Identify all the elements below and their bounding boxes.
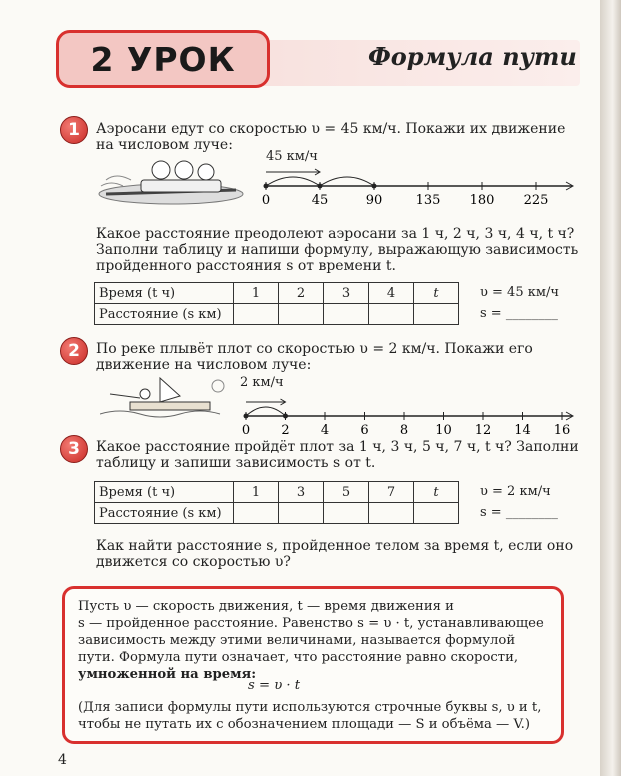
table-cell: 7 (369, 482, 414, 503)
ex1-table (94, 282, 459, 325)
ray-tick-label: 16 (553, 423, 571, 436)
ex1-question-line3: пройденного расстояния s от времени t. (96, 258, 396, 274)
ex3-speed-rule: υ = 2 км/ч (480, 484, 551, 499)
page-number: 4 (58, 752, 67, 768)
ex3-table (94, 481, 459, 524)
table-row (95, 503, 459, 524)
table-cell: 1 (234, 482, 279, 503)
ex1-text-line1: Аэросани едут со скоростью υ = 45 км/ч. Покажи их движение (96, 121, 566, 137)
answer-cell[interactable] (234, 304, 279, 325)
ex1-text-line2: на числовом луче: (96, 137, 233, 153)
speed-arrow (246, 399, 286, 405)
answer-cell[interactable] (234, 503, 279, 524)
ray-origin (264, 184, 269, 189)
lesson-label: 2 УРОК (90, 39, 236, 79)
answer-cell[interactable] (369, 503, 414, 524)
definition-line: s — пройденное расстояние. Равенство s = υ · t, устанавливающее (78, 616, 544, 631)
ray-tick-label: 0 (261, 193, 271, 208)
ray-tick-label: 135 (415, 193, 441, 208)
table-row (95, 283, 459, 304)
raft-illustration (100, 374, 230, 422)
ex3-formula-blank[interactable]: s = ________ (480, 505, 558, 520)
ray-tick-label: 14 (514, 423, 531, 436)
ray-tick-label: 2 (281, 423, 290, 436)
ray-tick-label: 12 (474, 423, 492, 436)
table-row (95, 304, 459, 325)
ray-point (372, 184, 377, 189)
ex3-text-line1: Какое расстояние пройдёт плот за 1 ч, 3 ч, 5 ч, 7 ч, t ч? Заполни (96, 439, 579, 455)
path-formula: s = υ · t (248, 678, 301, 693)
exercise-number: 3 (60, 435, 88, 463)
ray-arc (266, 177, 320, 186)
answer-cell[interactable] (414, 503, 459, 524)
ex2-text-line1: По реке плывёт плот со скоростью υ = 2 км/ч. Покажи его (96, 341, 533, 357)
ray-tick-label: 4 (320, 423, 330, 436)
ex3-text-line2: таблицу и запиши зависимость s от t. (96, 455, 376, 471)
ex3-question-line2: движется со скоростью υ? (96, 554, 291, 570)
table-cell: 1 (234, 283, 279, 304)
ex2-number-ray (236, 388, 574, 436)
note-line: (Для записи формулы пути используются строчные буквы s, υ и t, (78, 700, 542, 715)
table-cell: 5 (324, 482, 369, 503)
ex1-question-line1: Какое расстояние преодолеют аэросани за 1 ч, 2 ч, 3 ч, 4 ч, t ч? (96, 226, 575, 242)
ex1-formula-blank[interactable]: s = ________ (480, 306, 558, 321)
ray-arc (246, 407, 286, 416)
table-cell: 4 (369, 283, 414, 304)
ex1-speed-rule: υ = 45 км/ч (480, 285, 559, 300)
distance-header: Расстояние (s км) (95, 503, 234, 524)
answer-cell[interactable] (279, 503, 324, 524)
definition-line: умноженной на время: (78, 667, 257, 682)
aerosled-illustration (96, 150, 246, 212)
table-cell: 2 (279, 283, 324, 304)
time-header: Время (t ч) (95, 482, 234, 503)
lesson-topic: Формула пути (368, 42, 577, 71)
answer-cell[interactable] (324, 503, 369, 524)
table-cell: 3 (324, 283, 369, 304)
table-cell: 3 (279, 482, 324, 503)
ray-tick-label: 180 (469, 193, 495, 208)
ray-point (283, 414, 288, 419)
answer-cell[interactable] (414, 304, 459, 325)
ray-tick-label: 90 (365, 193, 383, 208)
ex2-speed-label: 2 км/ч (240, 375, 284, 390)
ex3-question-line1: Как найти расстояние s, пройденное телом за время t, если оно (96, 538, 574, 554)
exercise-number: 2 (60, 337, 88, 365)
table-cell: t (414, 482, 459, 503)
definition-line: пути. Формула пути означает, что расстояние равно скорости, (78, 650, 519, 665)
note-line: чтобы не путать их с обозначением площади — S и объёма — V.) (78, 717, 530, 732)
ray-tick-label: 8 (399, 423, 409, 436)
lesson-badge (56, 30, 270, 88)
ray-tick-label: 6 (360, 423, 369, 436)
ex1-speed-label: 45 км/ч (266, 149, 318, 164)
answer-cell[interactable] (369, 304, 414, 325)
ray-tick-label: 0 (241, 423, 251, 436)
distance-header: Расстояние (s км) (95, 304, 234, 325)
ray-tick-label: 10 (435, 423, 452, 436)
answer-cell[interactable] (324, 304, 369, 325)
ray-tick-label: 45 (311, 193, 329, 208)
exercise-number: 1 (60, 116, 88, 144)
ray-arc (320, 177, 374, 186)
table-cell: t (414, 283, 459, 304)
definition-line: зависимость между этими величинами, называется формулой (78, 633, 516, 648)
ex2-text-line2: движение на числовом луче: (96, 357, 312, 373)
ex1-number-ray (258, 158, 574, 208)
definition-line: Пусть υ — скорость движения, t — время движения и (78, 599, 454, 614)
answer-cell[interactable] (279, 304, 324, 325)
book-spine (600, 0, 621, 776)
ray-origin (244, 414, 249, 419)
table-row (95, 482, 459, 503)
ex1-question-line2: Заполни таблицу и напиши формулу, выражающую зависимость (96, 242, 579, 258)
speed-arrow (266, 169, 320, 175)
ray-tick-label: 225 (523, 193, 549, 208)
time-header: Время (t ч) (95, 283, 234, 304)
